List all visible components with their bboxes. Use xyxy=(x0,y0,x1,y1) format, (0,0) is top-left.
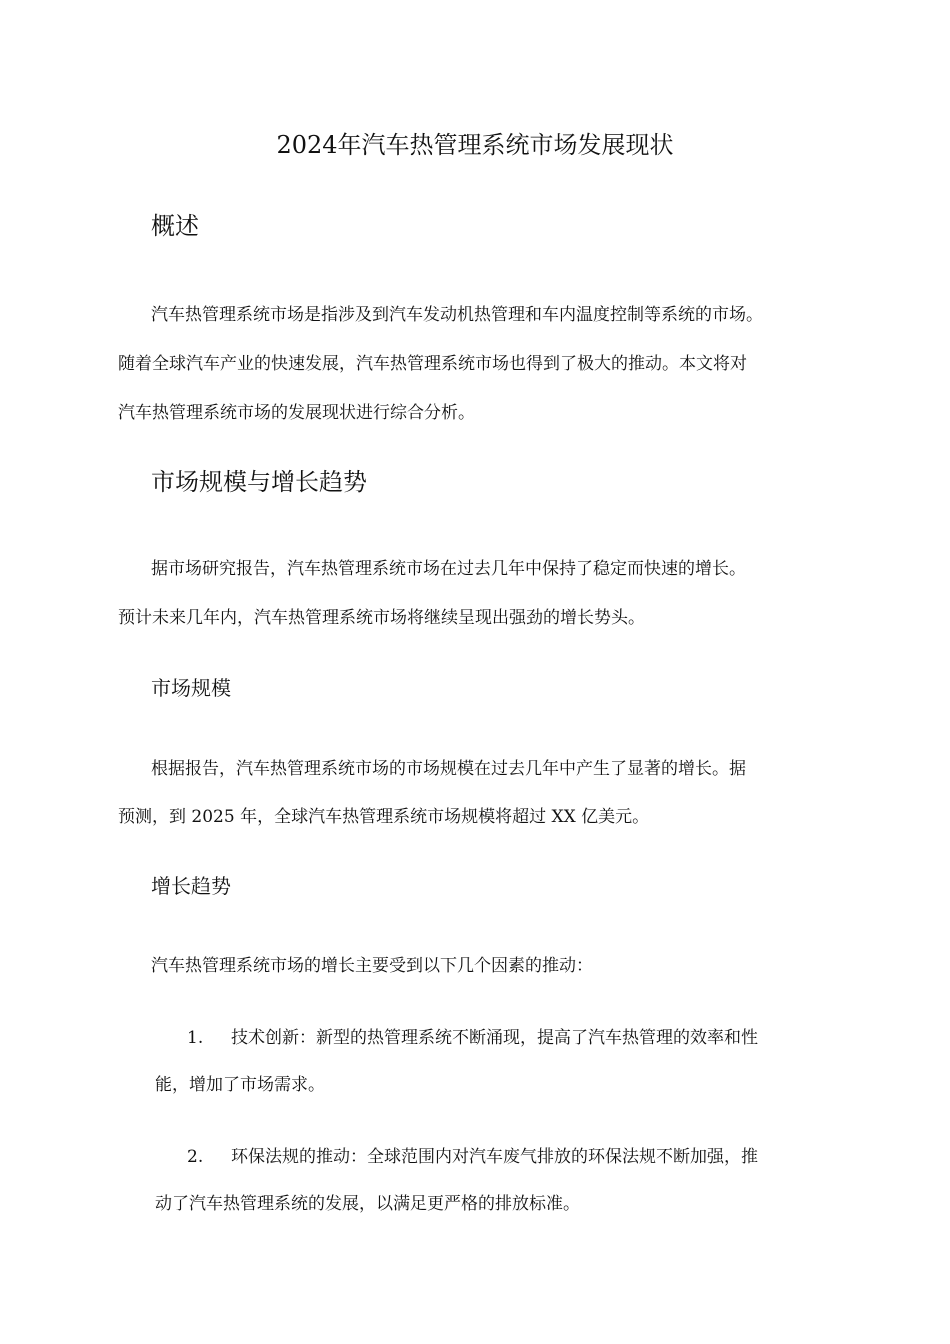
market-growth-line-2: 预计未来几年内，汽车热管理系统市场将继续呈现出强劲的增长势头。 xyxy=(118,608,645,628)
list-item-text: 环保法规的推动：全球范围内对汽车废气排放的环保法规不断加强，推 xyxy=(231,1147,758,1167)
list-item-continuation: 能，增加了市场需求。 xyxy=(155,1075,325,1095)
section-heading-market-growth: 市场规模与增长趋势 xyxy=(151,468,367,496)
list-item-continuation: 动了汽车热管理系统的发展，以满足更严格的排放标准。 xyxy=(155,1194,580,1214)
market-size-line-2: 预测，到 2025 年，全球汽车热管理系统市场规模将超过 XX 亿美元。 xyxy=(118,807,650,827)
list-item-number: 1. xyxy=(187,1028,204,1048)
section-heading-overview: 概述 xyxy=(151,212,199,240)
overview-line-3: 汽车热管理系统市场的发展现状进行综合分析。 xyxy=(118,403,475,423)
list-item xyxy=(187,1025,758,1051)
list-item xyxy=(187,1144,758,1170)
overview-line-2: 随着全球汽车产业的快速发展，汽车热管理系统市场也得到了极大的推动。本文将对 xyxy=(118,354,747,374)
overview-line-1: 汽车热管理系统市场是指涉及到汽车发动机热管理和车内温度控制等系统的市场。 xyxy=(151,305,763,325)
growth-trend-intro: 汽车热管理系统市场的增长主要受到以下几个因素的推动： xyxy=(151,956,593,976)
document-title: 2024年汽车热管理系统市场发展现状 xyxy=(276,131,674,159)
section-heading-growth-trend: 增长趋势 xyxy=(151,874,231,898)
list-item-text: 技术创新：新型的热管理系统不断涌现，提高了汽车热管理的效率和性 xyxy=(231,1028,758,1048)
market-growth-line-1: 据市场研究报告，汽车热管理系统市场在过去几年中保持了稳定而快速的增长。 xyxy=(151,559,746,579)
list-item-number: 2. xyxy=(187,1147,204,1167)
market-size-line-1: 根据报告，汽车热管理系统市场的市场规模在过去几年中产生了显著的增长。据 xyxy=(151,759,746,779)
section-heading-market-size: 市场规模 xyxy=(151,676,231,700)
